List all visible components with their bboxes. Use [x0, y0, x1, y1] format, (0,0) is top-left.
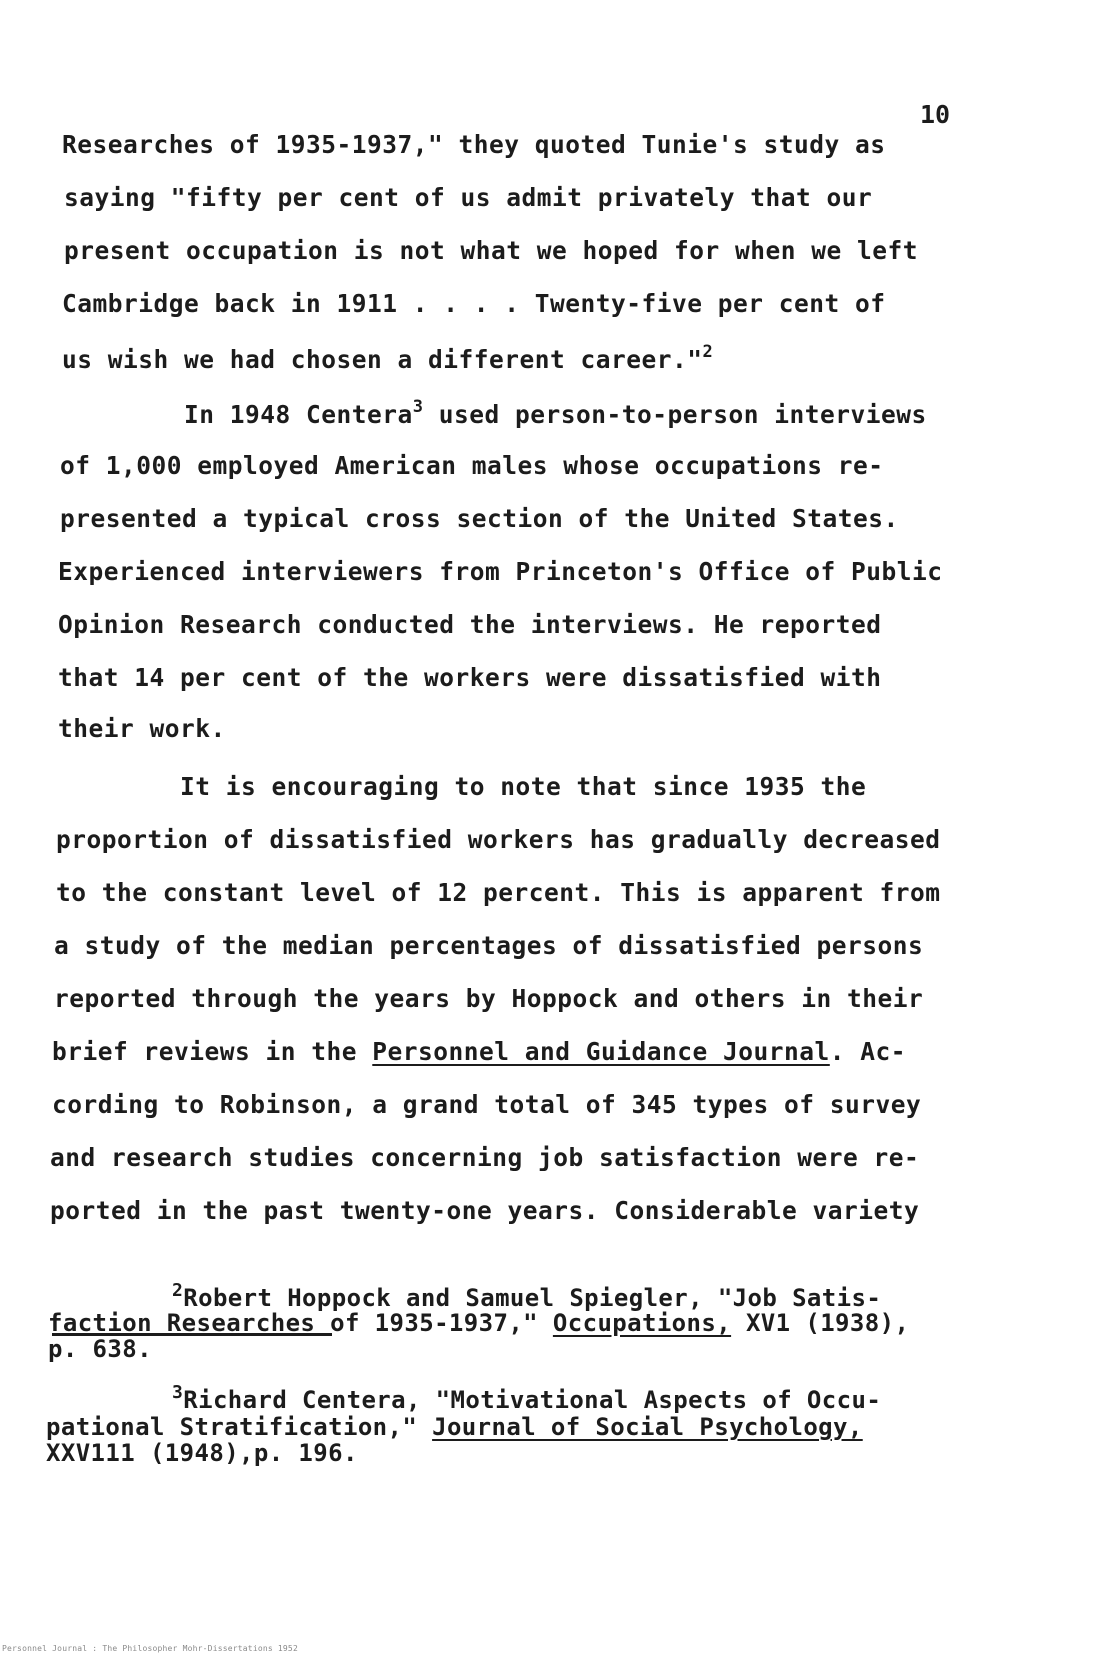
body-line-11: that 14 per cent of the workers were dissatisfied with: [58, 663, 882, 692]
footnote-3-line-2: [46, 1414, 863, 1440]
body-line-13: It is encouraging to note that since 1935 the: [180, 772, 867, 801]
body-line-10: Opinion Research conducted the interviews. He reported: [58, 610, 882, 639]
body-line-5-text: us wish we had chosen a different career.": [62, 345, 703, 374]
body-line-9: Experienced interviewers from Princeton's Office of Public: [58, 557, 943, 586]
archive-stamp: Personnel Journal : The Philosopher Mohr-Dissertations 1952: [2, 1644, 298, 1653]
body-line-5: [62, 342, 713, 374]
body-line-12: their work.: [58, 714, 226, 743]
body-line-6-text-b: used person-to-person interviews: [438, 400, 927, 429]
body-line-19: cording to Robinson, a grand total of 345 types of survey: [52, 1090, 922, 1119]
footnote-2-text-1: Robert Hoppock and Samuel Spiegler, "Job Satis-: [183, 1284, 882, 1312]
journal-title-social-psychology: Journal of Social Psychology,: [432, 1413, 863, 1441]
body-line-7: of 1,000 employed American males whose occupations re-: [60, 451, 884, 480]
page-number: 10: [920, 100, 951, 129]
body-line-14: proportion of dissatisfied workers has gradually decreased: [56, 825, 941, 854]
body-line-1: Researches of 1935-1937," they quoted Tunie's study as: [62, 130, 886, 159]
footnote-ref-2: 2: [702, 342, 714, 362]
footnote-2-line-2: [48, 1310, 909, 1336]
footnote-2-text-3: XV1 (1938),: [745, 1309, 910, 1337]
footnote-2-text-2: faction Researches of 1935-1937,": [48, 1309, 539, 1337]
body-line-17: reported through the years by Hoppock and others in their: [54, 984, 924, 1013]
body-line-21: ported in the past twenty-one years. Considerable variety: [50, 1196, 920, 1225]
footnote-3-line-3: XXV111 (1948),p. 196.: [46, 1439, 358, 1467]
footnote-3-line-1: [172, 1380, 881, 1413]
footnote-2-marker: 2: [172, 1280, 184, 1301]
body-line-8: presented a typical cross section of the United States.: [60, 504, 899, 533]
footnote-2-line-1: [172, 1278, 881, 1311]
footnote-3-text-1: Richard Centera, "Motivational Aspects of Occu-: [183, 1386, 882, 1414]
body-line-2: saying "fifty per cent of us admit privately that our: [64, 183, 873, 212]
footnote-2-line-3: p. 638.: [48, 1335, 152, 1363]
body-line-15: to the constant level of 12 percent. This is apparent from: [56, 878, 941, 907]
body-line-18: [52, 1037, 906, 1066]
body-line-18-text-a: brief reviews in the: [52, 1037, 358, 1066]
footnote-3-text-2: pational Stratification,": [46, 1413, 418, 1441]
footnote-ref-3: 3: [412, 397, 424, 417]
body-line-16: a study of the median percentages of dissatisfied persons: [54, 931, 924, 960]
body-line-4: Cambridge back in 1911 . . . . Twenty-five per cent of: [62, 289, 886, 318]
journal-title-personnel-guidance: Personnel and Guidance Journal: [372, 1037, 830, 1066]
body-line-3: present occupation is not what we hoped for when we left: [64, 236, 919, 265]
body-line-20: and research studies concerning job satisfaction were re-: [50, 1143, 920, 1172]
body-line-18-text-b: . Ac-: [829, 1037, 907, 1066]
body-line-6-text-a: In 1948 Centera: [184, 400, 413, 429]
body-line-6: [184, 397, 927, 429]
footnote-3-marker: 3: [172, 1382, 184, 1403]
journal-title-occupations: Occupations,: [552, 1309, 732, 1337]
